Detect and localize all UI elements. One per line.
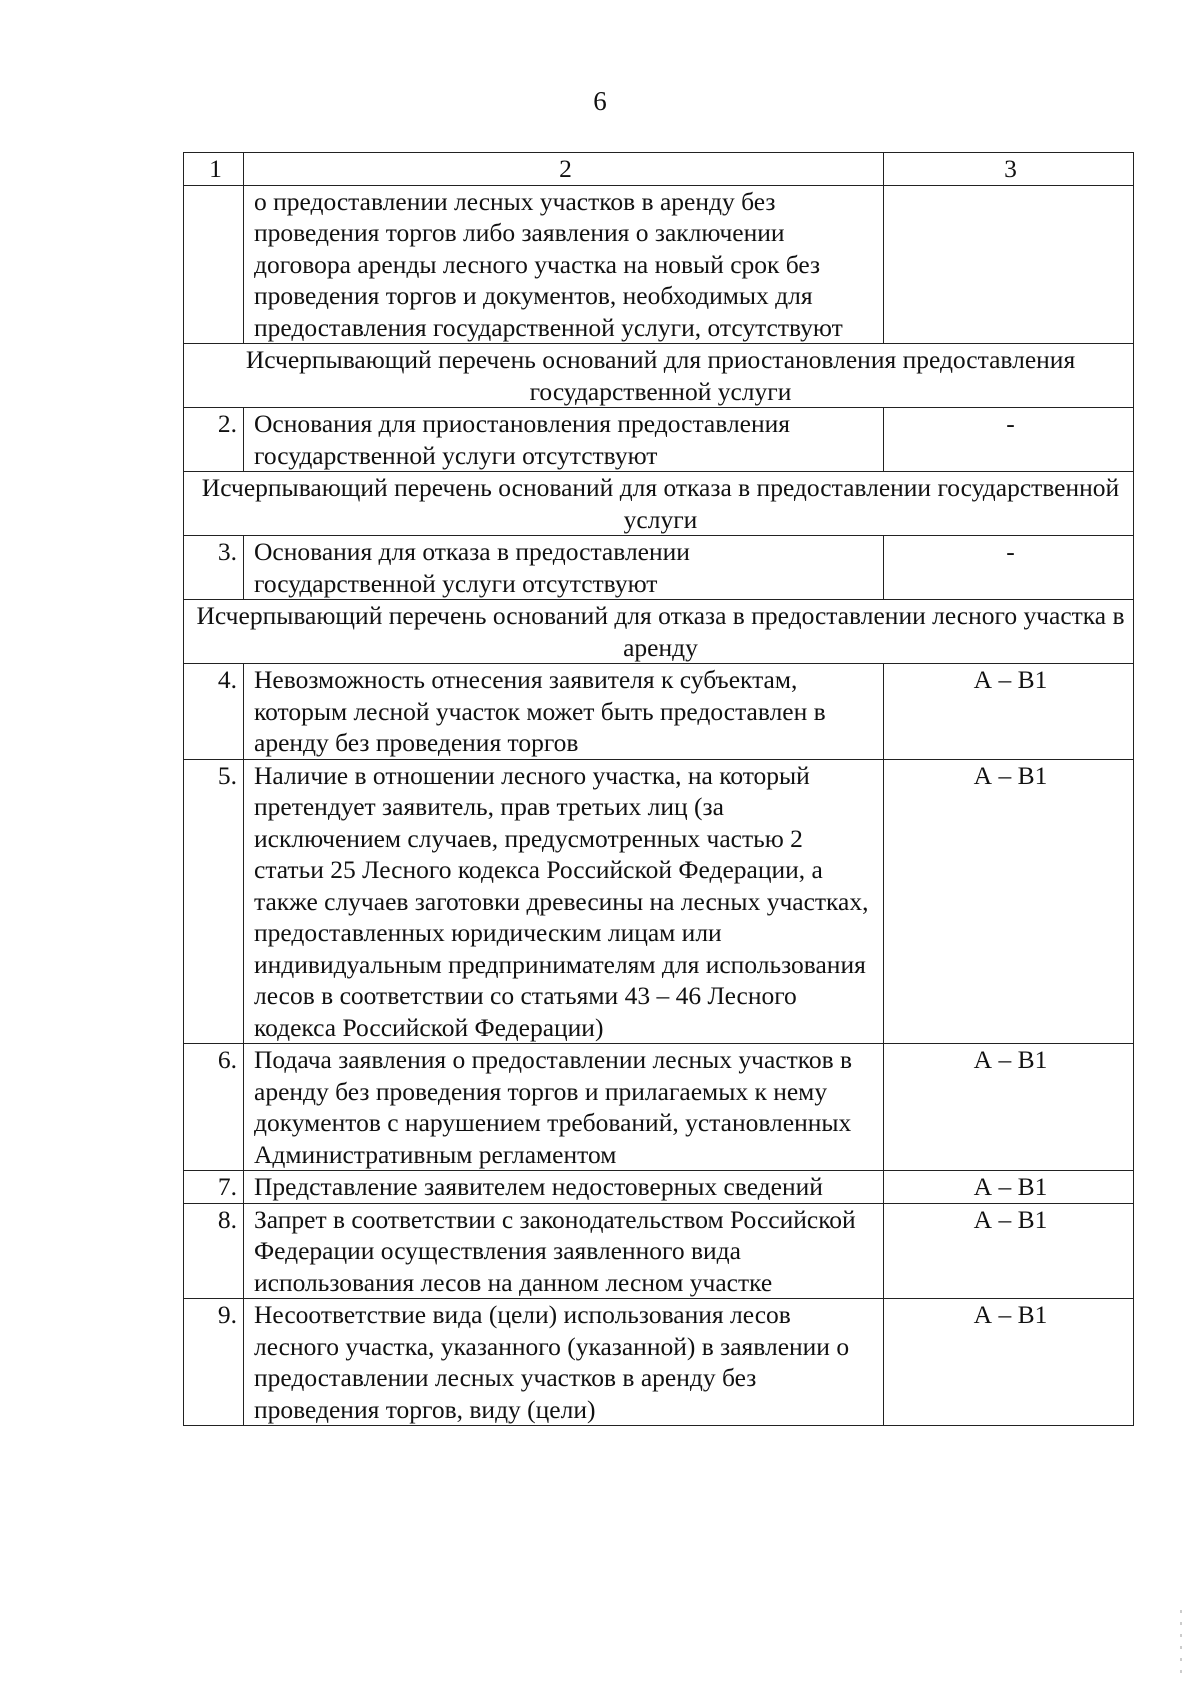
column-header-1: 1: [184, 153, 244, 186]
row-text: Представление заявителем недостоверных сведений: [244, 1171, 884, 1204]
table-row-continuation: [184, 185, 1134, 344]
table-header-row: [184, 153, 1134, 186]
table-row: [184, 759, 1134, 1044]
section-heading-row: [184, 344, 1134, 408]
grounds-table: [183, 152, 1134, 1426]
row-text: Несоответствие вида (цели) использования лесов лесного участка, указанного (указанной) в заявлении о предоставлении лесных участков в аренду без проведения торгов, виду (цели): [244, 1299, 884, 1426]
row-code: А – В1: [884, 759, 1134, 1044]
section-heading-row: [184, 600, 1134, 664]
section-title-suspension: Исчерпывающий перечень оснований для приостановления предоставления государственной услуги: [184, 344, 1134, 408]
row-text: Наличие в отношении лесного участка, на который претендует заявитель, прав третьих лиц (за исключением случаев, предусмотренных частью 2 статьи 25 Лесного кодекса Российской Федерации, а также случаев заготовки древесины на лесных участках, предоставленных юридическим лицам или индивидуальным предпринимателям для использования лесов в соответствии со статьями 43 – 46 Лесного кодекса Российской Федерации): [244, 759, 884, 1044]
row-number-cell: [184, 185, 244, 344]
scan-artifact: [1180, 1610, 1182, 1680]
column-header-3: 3: [884, 153, 1134, 186]
row-code: А – В1: [884, 1203, 1134, 1299]
row-number: 9.: [184, 1299, 244, 1426]
row-text: Невозможность отнесения заявителя к субъектам, которым лесной участок может быть предоставлен в аренду без проведения торгов: [244, 664, 884, 760]
row-text-cell: о предоставлении лесных участков в аренду без проведения торгов либо заявления о заключении договора аренды лесного участка на новый срок без проведения торгов и документов, необходимых для предоставления государственной услуги, отсутствуют: [244, 185, 884, 344]
table-row: [184, 408, 1134, 472]
row-code: А – В1: [884, 1044, 1134, 1171]
section-title-lease-refusal: Исчерпывающий перечень оснований для отказа в предоставлении лесного участка в аренду: [184, 600, 1134, 664]
row-code: А – В1: [884, 1171, 1134, 1204]
row-code: -: [884, 536, 1134, 600]
row-number: 4.: [184, 664, 244, 760]
table-row: [184, 1171, 1134, 1204]
row-code-cell: [884, 185, 1134, 344]
column-header-2: 2: [244, 153, 884, 186]
table-row: [184, 536, 1134, 600]
row-number: 7.: [184, 1171, 244, 1204]
table-row: [184, 1203, 1134, 1299]
row-number: 3.: [184, 536, 244, 600]
row-text: Основания для приостановления предоставления государственной услуги отсутствуют: [244, 408, 884, 472]
row-code: А – В1: [884, 664, 1134, 760]
section-title-refusal: Исчерпывающий перечень оснований для отказа в предоставлении государственной услуги: [184, 472, 1134, 536]
table-row: [184, 664, 1134, 760]
row-text: Основания для отказа в предоставлении государственной услуги отсутствуют: [244, 536, 884, 600]
row-code: -: [884, 408, 1134, 472]
row-number: 6.: [184, 1044, 244, 1171]
row-text: Запрет в соответствии с законодательством Российской Федерации осуществления заявленного вида использования лесов на данном лесном участке: [244, 1203, 884, 1299]
row-text: Подача заявления о предоставлении лесных участков в аренду без проведения торгов и прилагаемых к нему документов с нарушением требований, установленных Административным регламентом: [244, 1044, 884, 1171]
section-heading-row: [184, 472, 1134, 536]
page-number: 6: [593, 86, 607, 116]
row-number: 8.: [184, 1203, 244, 1299]
row-number: 2.: [184, 408, 244, 472]
row-code: А – В1: [884, 1299, 1134, 1426]
table-row: [184, 1044, 1134, 1171]
row-number: 5.: [184, 759, 244, 1044]
table-row: [184, 1299, 1134, 1426]
